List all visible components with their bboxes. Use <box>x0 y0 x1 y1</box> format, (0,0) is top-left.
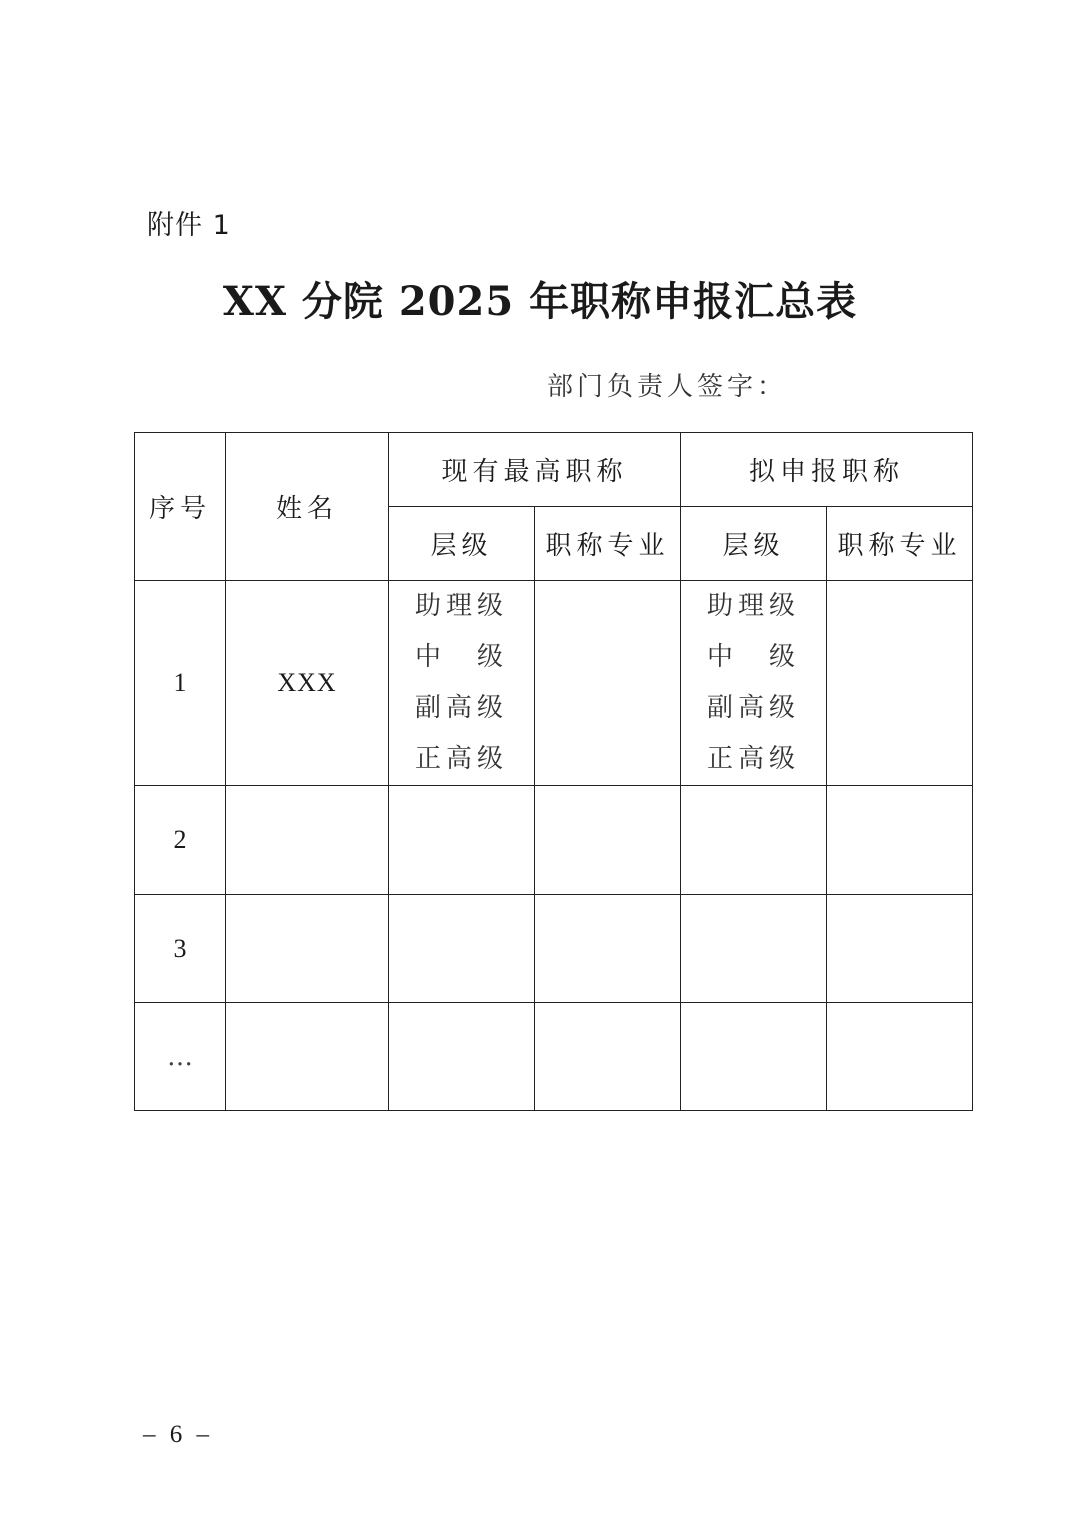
level-option: 副高级 <box>414 693 508 723</box>
header-current-title: 现有最高职称 <box>389 433 681 507</box>
row-name <box>226 895 389 1003</box>
current-specialty-cell <box>535 895 681 1003</box>
signature-label: 部门负责人签字： <box>547 372 788 402</box>
header-serial: 序号 <box>135 433 226 581</box>
row-name: XXX <box>226 581 389 786</box>
current-level-cell <box>389 895 535 1003</box>
proposed-specialty-cell <box>827 581 973 786</box>
table-row <box>135 895 973 1003</box>
table-row <box>135 581 973 786</box>
header-current-level: 层级 <box>389 507 535 581</box>
level-option: 中 级 <box>707 642 801 672</box>
header-proposed-level: 层级 <box>681 507 827 581</box>
current-level-cell <box>389 1003 535 1111</box>
proposed-specialty-cell <box>827 786 973 895</box>
row-serial: 2 <box>135 786 226 895</box>
table-row <box>135 1003 973 1111</box>
level-option: 中 级 <box>414 642 508 672</box>
row-serial: … <box>135 1003 226 1111</box>
header-proposed-specialty: 职称专业 <box>827 507 973 581</box>
proposed-specialty-cell <box>827 1003 973 1111</box>
row-serial: 1 <box>135 581 226 786</box>
page-number: – 6 – <box>143 1421 213 1448</box>
current-specialty-cell <box>535 1003 681 1111</box>
level-option: 正高级 <box>707 744 801 774</box>
attachment-label: 附件 1 <box>147 210 231 241</box>
level-option: 助理级 <box>414 591 508 621</box>
proposed-level-cell <box>681 581 827 786</box>
current-level-cell <box>389 786 535 895</box>
table-row <box>135 786 973 895</box>
current-specialty-cell <box>535 786 681 895</box>
row-name <box>226 786 389 895</box>
proposed-level-cell <box>681 895 827 1003</box>
header-current-specialty: 职称专业 <box>535 507 681 581</box>
proposed-level-cell <box>681 786 827 895</box>
level-option: 正高级 <box>414 744 508 774</box>
header-proposed-title: 拟申报职称 <box>681 433 973 507</box>
level-option: 助理级 <box>707 591 801 621</box>
header-name: 姓名 <box>226 433 389 581</box>
summary-table <box>134 432 973 1111</box>
current-specialty-cell <box>535 581 681 786</box>
level-option: 副高级 <box>707 693 801 723</box>
document-title: XX 分院 2025 年职称申报汇总表 <box>222 278 858 325</box>
proposed-level-cell <box>681 1003 827 1111</box>
row-serial: 3 <box>135 895 226 1003</box>
current-level-cell <box>389 581 535 786</box>
row-name <box>226 1003 389 1111</box>
proposed-specialty-cell <box>827 895 973 1003</box>
